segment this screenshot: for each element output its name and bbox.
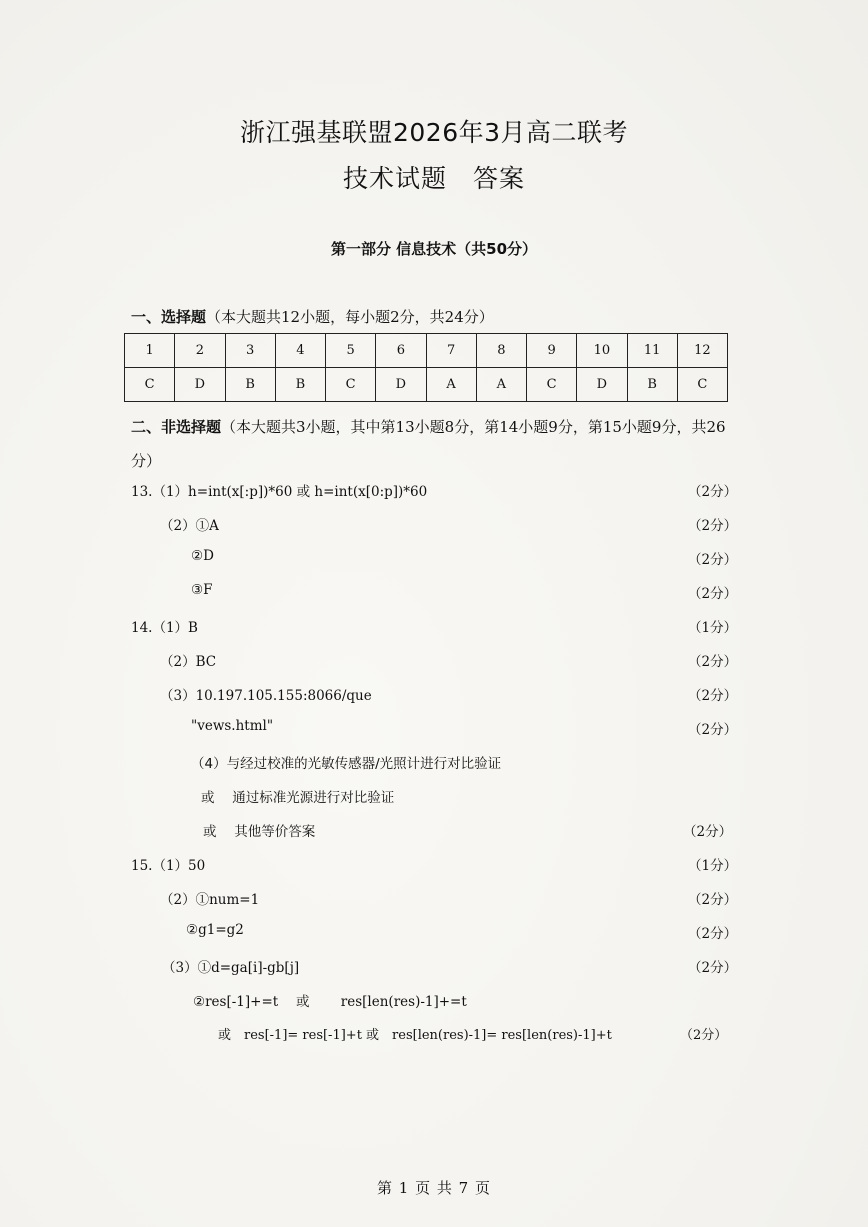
points-15-2a: （2分） [688,892,738,908]
points-14-4: （2分） [683,824,733,840]
answer-letter: B [627,368,677,402]
answer-letter: C [326,368,376,402]
answer-line-13-2a: （2）①A [160,518,219,534]
points-13-2b: （2分） [688,552,738,568]
answer-line-15-3b-alt: 或 res[-1]= res[-1]+t 或 res[len(res)-1]= res[len(res)-1]+t [218,1028,612,1043]
points-15-3b: （2分） [680,1028,728,1043]
points-14-2: （2分） [688,654,738,670]
points-15-3a: （2分） [688,960,738,976]
section2-note: （本大题共3小题，其中第13小题8分，第14小题9分，第15小题9分，共26分） [131,418,726,470]
points-13-2c: （2分） [688,586,738,602]
question-number: 8 [476,334,526,368]
question-number: 11 [627,334,677,368]
points-14-3b: （2分） [688,722,738,738]
points-14-3a: （2分） [688,688,738,704]
question-number: 1 [125,334,175,368]
answer-line-14-4-alt1: 或 通过标准光源进行对比验证 [201,790,395,806]
question-number: 2 [175,334,225,368]
answer-line-15-2a: （2）①num=1 [160,892,260,908]
points-13-2a: （2分） [688,518,738,534]
answer-line-13-2c: ③F [191,582,213,598]
answer-letter: C [677,368,727,402]
points-15-1: （1分） [688,858,738,874]
answer-letter: A [426,368,476,402]
answer-letter: B [275,368,325,402]
section1-heading [131,306,494,327]
question-number: 7 [426,334,476,368]
question-number: 12 [677,334,727,368]
question-number: 10 [577,334,627,368]
question-number: 3 [225,334,275,368]
answer-line-14-4: （4）与经过校准的光敏传感器/光照计进行对比验证 [191,756,502,772]
section2-heading [131,410,743,478]
points-14-1: （1分） [688,620,738,636]
answer-letter: A [476,368,526,402]
answer-letter: B [225,368,275,402]
question-number: 4 [275,334,325,368]
document-title: 浙江强基联盟2026年3月高二联考 [239,118,629,147]
answer-line-14-1: 14.（1）B [131,620,198,636]
answer-line-15-3b: ②res[-1]+=t 或 res[len(res)-1]+=t [193,994,467,1010]
answer-line-13-1: 13.（1）h=int(x[:p])*60 或 h=int(x[0:p])*60 [131,484,428,500]
answer-letter: D [376,368,426,402]
question-number: 9 [527,334,577,368]
part-title: 第一部分 信息技术（共50分） [330,240,538,258]
answer-line-14-3b: "vews.html" [191,718,274,734]
answer-line-14-4-alt2: 或 其他等价答案 [203,824,316,840]
answer-letter-row [125,368,728,402]
answer-line-15-3a: （3）①d=ga[i]-gb[j] [162,960,300,976]
points-13-1: （2分） [688,484,738,500]
answer-line-14-3a: （3）10.197.105.155:8066/que [160,688,372,704]
answer-letter: D [577,368,627,402]
question-number-row [125,334,728,368]
question-number: 6 [376,334,426,368]
answer-letter: D [175,368,225,402]
section2-title: 二、非选择题 [131,418,222,436]
question-number: 5 [326,334,376,368]
answer-line-15-1: 15.（1）50 [131,858,206,874]
answer-letter: C [125,368,175,402]
document-subtitle: 技术试题 答案 [342,164,525,193]
answer-letter: C [527,368,577,402]
answer-line-15-2b: ②g1=g2 [186,922,244,938]
answer-line-14-2: （2）BC [160,654,217,670]
answer-line-13-2b: ②D [191,548,214,564]
section1-note: （本大题共12小题，每小题2分，共24分） [206,308,494,326]
section1-title: 一、选择题 [131,308,207,326]
multiple-choice-answer-table [124,333,728,402]
page-footer: 第 1 页 共 7 页 [377,1179,491,1197]
points-15-2b: （2分） [688,926,738,942]
